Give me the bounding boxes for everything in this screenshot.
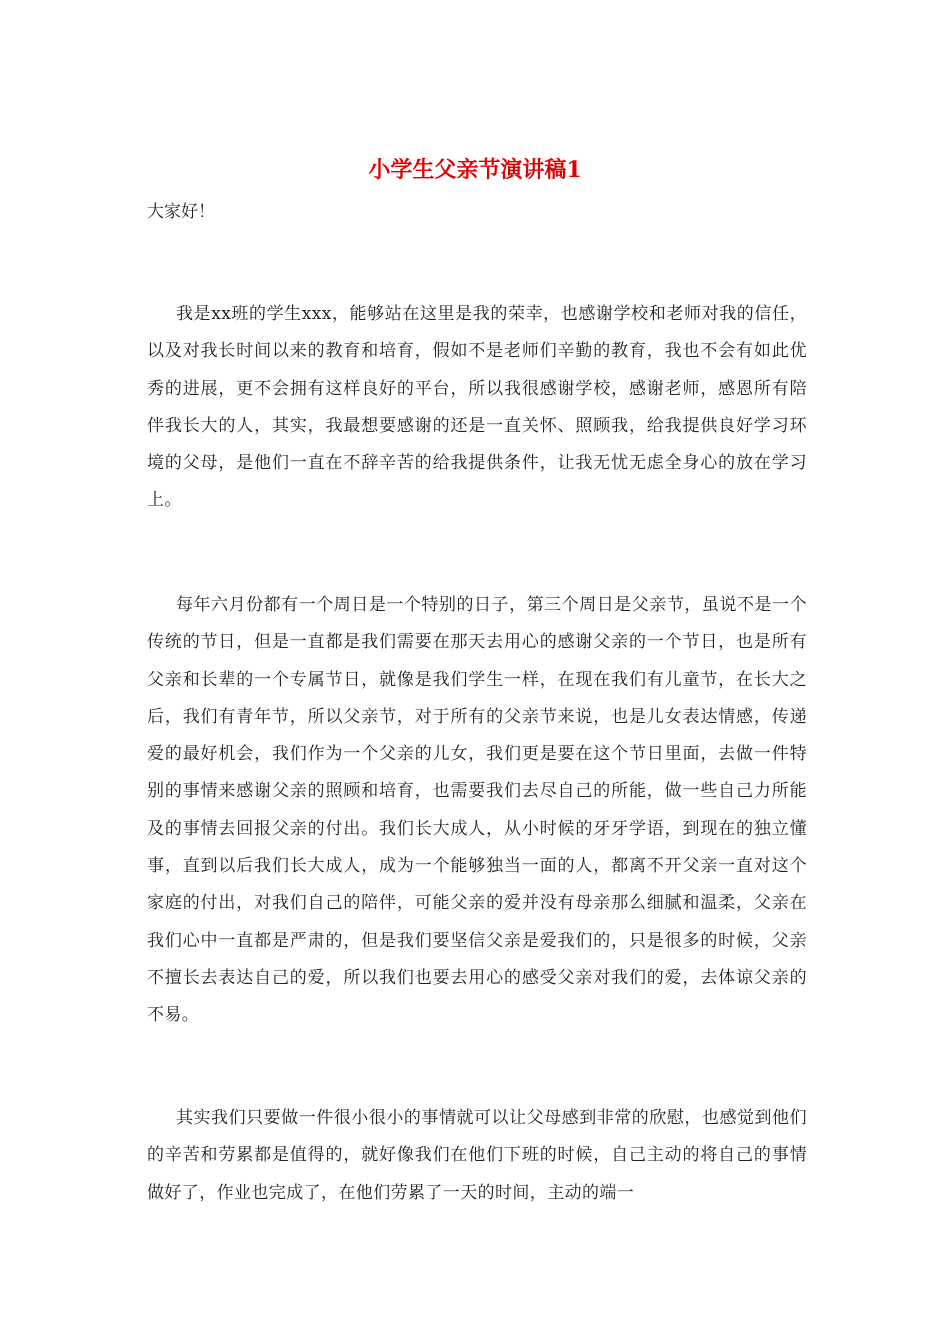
- greeting: 大家好！: [147, 202, 215, 222]
- paragraph: 我是xx班的学生xxx，能够站在这里是我的荣幸，也感谢学校和老师对我的信任，以及对我长时间以来的教育和培育，假如不是老师们辛勤的教育，我也不会有如此优秀的进展，更不会拥有这样良好的平台，所以我很感谢学校，感谢老师，感恩所有陪伴我长大的人，其实，我最想要感谢的还是一直关怀、照顾我，给我提供良好学习环境的父母，是他们一直在不辞辛苦的给我提供条件，让我无忧无虑全身心的放在学习上。: [147, 304, 807, 511]
- paragraph: 其实我们只要做一件很小很小的事情就可以让父母感到非常的欣慰，也感觉到他们的辛苦和劳累都是值得的，就好像我们在他们下班的时候，自己主动的将自己的事情做好了，作业也完成了，在他们劳累了一天的时间，主动的端一: [147, 1108, 807, 1203]
- document-title: 小学生父亲节演讲稿1: [368, 157, 582, 183]
- paragraph: 每年六月份都有一个周日是一个特别的日子，第三个周日是父亲节，虽说不是一个传统的节日，但是一直都是我们需要在那天去用心的感谢父亲的一个节日，也是所有父亲和长辈的一个专属节日，就像是我们学生一样，在现在我们有儿童节，在长大之后，我们有青年节，所以父亲节，对于所有的父亲节来说，也是儿女表达情感，传递爱的最好机会，我们作为一个父亲的儿女，我们更是要在这个节日里面，去做一件特别的事情来感谢父亲的照顾和培育，也需要我们去尽自己的所能，做一些自己力所能及的事情去回报父亲的付出。我们长大成人，从小时候的牙牙学语，到现在的独立懂事，直到以后我们长大成人，成为一个能够独当一面的人，都离不开父亲一直对这个家庭的付出，对我们自己的陪伴，可能父亲的爱并没有母亲那么细腻和温柔，父亲在我们心中一直都是严肃的，但是我们要坚信父亲是爱我们的，只是很多的时候，父亲不擅长去表达自己的爱，所以我们也要去用心的感受父亲对我们的爱，去体谅父亲的不易。: [147, 595, 807, 1026]
